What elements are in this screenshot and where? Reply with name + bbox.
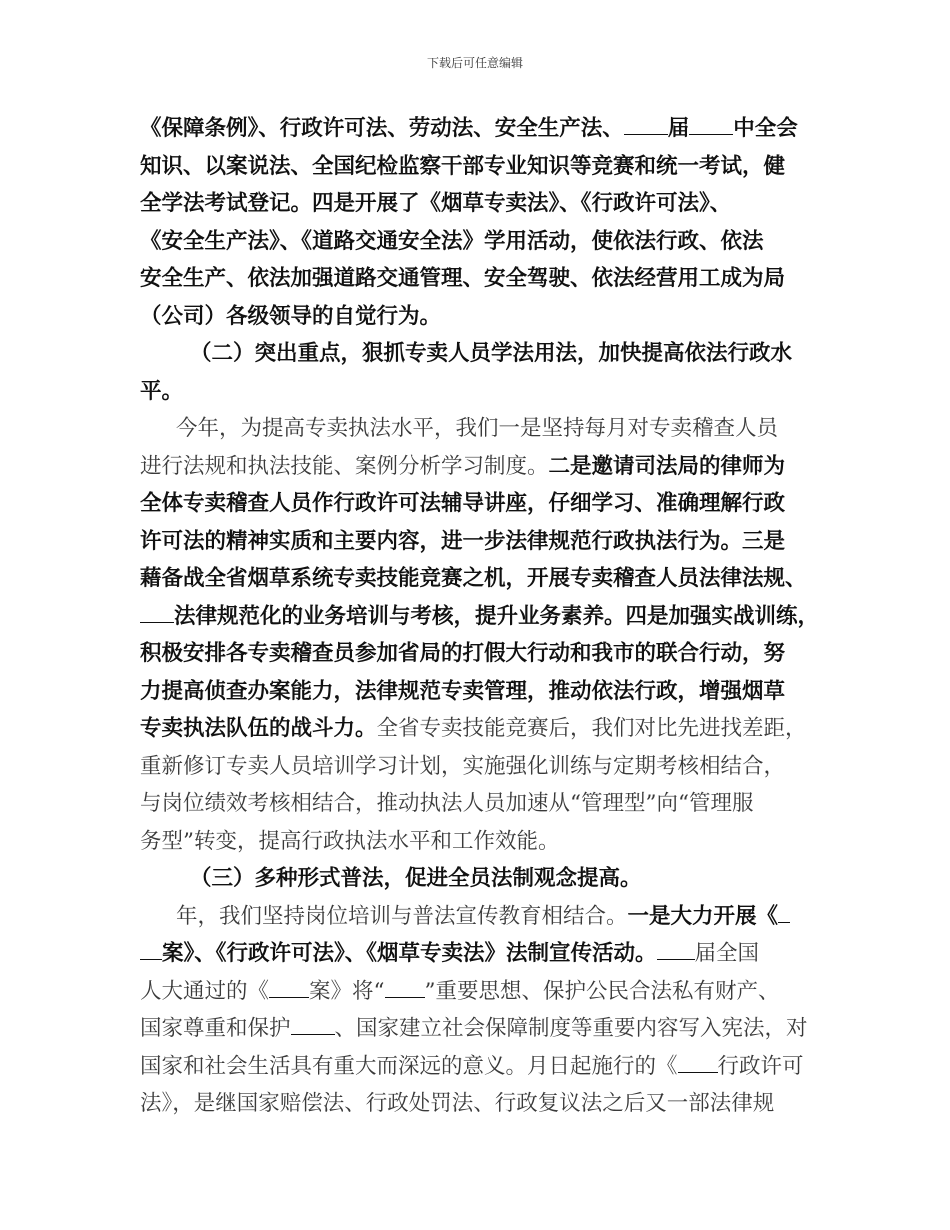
fill-blank — [140, 941, 162, 960]
fill-blank — [678, 1054, 718, 1073]
text-line: 案》、《行政许可法》、《烟草专卖法》法制宣传活动。 届全国 — [140, 935, 820, 973]
text-line: 年，我们坚持岗位培训与普法宣传教育相结合。一是大力开展《 — [140, 898, 820, 936]
text-line: 全体专卖稽查人员作行政许可法辅导讲座，仔细学习、准确理解行政 — [140, 491, 786, 516]
section-heading: （三）多种形式普法，促进全员法制观念提高。 — [190, 866, 642, 891]
text-line: 积极安排各专卖稽查员参加省局的打假大行动和我市的联合行动，努 — [140, 641, 786, 666]
text-line: 《安全生产法》、《道路交通安全法》学用活动，使依法行政、依法 — [140, 228, 764, 254]
text-line: 许可法的精神实质和主要内容，进一步法律规范行政执法行为。三是 — [140, 528, 786, 554]
text-line: 《保障条例》、行政许可法、劳动法、安全生产法、 届 中全会 — [140, 116, 798, 141]
section-heading: （二）突出重点，狠抓专卖人员学法用法，加快提高依法行政水 — [190, 341, 793, 366]
text-line: 人大通过的《 案》将“ ”重要思想、保护公民合法私有财产、 — [140, 978, 780, 1004]
text-line: 重新修订专卖人员培训学习计划，实施强化训练与定期考核相结合， — [140, 753, 786, 779]
text-line: 进行法规和执法技能、案例分析学习制度。二是邀请司法局的律师为 — [140, 453, 786, 479]
text-line: 安全生产、依法加强道路交通管理、安全驾驶、依法经营用工成为局 — [140, 266, 786, 291]
fill-blank — [657, 941, 695, 960]
text-line: 全学法考试登记。四是开展了《烟草专卖法》、《行政许可法》、 — [140, 191, 732, 216]
text-line: 国家和社会生活具有重大而深远的意义。月日起施行的《 行政许可 — [140, 1053, 804, 1079]
text-line: 专卖执法队伍的战斗力。全省专卖技能竞赛后，我们对比先进找差距， — [140, 716, 807, 741]
fill-blank — [140, 604, 174, 623]
section-heading-continued: 平。 — [140, 378, 184, 404]
text-line: 法律规范化的业务培训与考核，提升业务素养。四是加强实战训练， — [140, 598, 820, 636]
fill-blank — [385, 979, 425, 998]
text-line: 藉备战全省烟草系统专卖技能竞赛之机，开展专卖稽查人员法律法规、 — [140, 566, 807, 591]
text-line: 知识、以案说法、全国纪检监察干部专业知识等竞赛和统一考试，健 — [140, 153, 786, 179]
document-body — [140, 110, 820, 1123]
fill-blank — [624, 116, 668, 135]
fill-blank — [689, 116, 733, 135]
page-header: 下载后可任意编辑 — [426, 56, 523, 70]
text-line: 今年，为提高专卖执法水平，我们一是坚持每月对专卖稽查人员 — [176, 416, 779, 441]
fill-blank — [778, 904, 790, 923]
text-line: 务型”转变，提高行政执法水平和工作效能。 — [140, 828, 560, 854]
fill-blank — [291, 1016, 335, 1035]
text-line: 与岗位绩效考核相结合，推动执法人员加速从“管理型”向“管理服 — [140, 791, 754, 816]
text-line: 国家尊重和保护 、国家建立社会保障制度等重要内容写入宪法，对 — [140, 1016, 808, 1041]
text-line: （公司）各级领导的自觉行为。 — [140, 303, 442, 329]
text-line: 法》，是继国家赔偿法、行政处罚法、行政复议法之后又一部法律规 — [140, 1091, 775, 1116]
text-line: 力提高侦查办案能力，法律规范专卖管理，推动依法行政，增强烟草 — [140, 678, 786, 704]
fill-blank — [269, 979, 309, 998]
